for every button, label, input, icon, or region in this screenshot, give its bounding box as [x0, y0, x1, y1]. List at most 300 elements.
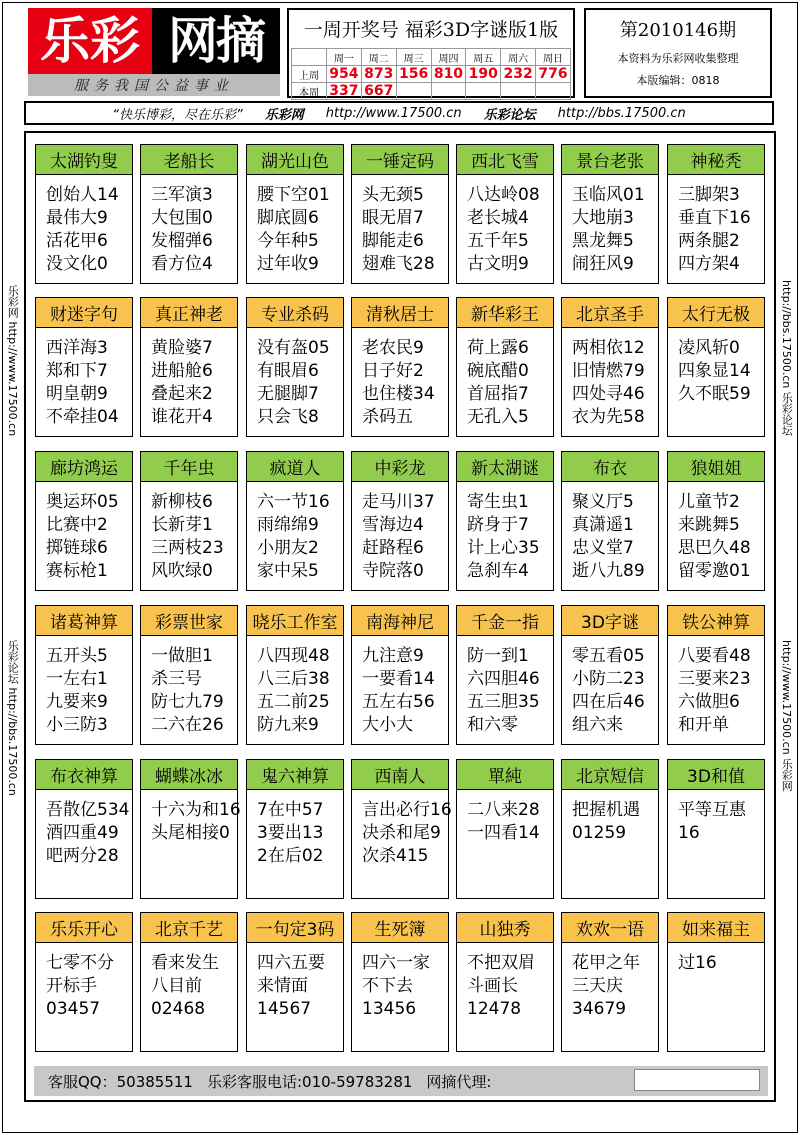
card-line: 平等互惠: [678, 800, 746, 820]
card-title: 诸葛神算: [36, 606, 132, 636]
card-body: [46, 645, 128, 737]
card-line: 赛标枪1: [46, 561, 108, 581]
card-title: 北京圣手: [562, 298, 658, 328]
day-cell: 周日: [536, 49, 571, 66]
service-phone: 乐彩客服电话:010-59783281: [206, 1072, 413, 1091]
card-line: 防七九79: [151, 692, 224, 712]
card-line: 三军演3: [151, 185, 213, 205]
card-line: 六一节16: [257, 492, 330, 512]
card-line: 看方位4: [151, 254, 213, 274]
card-line: 斗画长: [467, 976, 518, 996]
card-title: 西北飞雪: [457, 145, 553, 175]
card-line: 看来发生: [151, 953, 219, 973]
prediction-card: [561, 144, 659, 284]
slogan: 服务我国公益事业: [28, 74, 280, 96]
draw-number: [396, 83, 431, 100]
card-title: 湖光山色: [247, 145, 343, 175]
card-body: [678, 337, 760, 406]
card-line: 次杀415: [362, 846, 429, 866]
prediction-card: [561, 759, 659, 899]
card-body: [572, 491, 654, 583]
logo-black-text: 网摘: [152, 8, 280, 74]
card-line: 聚义厅5: [572, 492, 634, 512]
prediction-card: [561, 605, 659, 745]
prediction-card: [35, 759, 133, 899]
card-line: 九注意9: [362, 646, 424, 666]
card-line: 凌风斩0: [678, 338, 740, 358]
card-title: 布衣神算: [36, 760, 132, 790]
card-line: 叠起来2: [151, 384, 213, 404]
card-body: [257, 184, 339, 276]
card-line: 脚能走6: [362, 231, 424, 251]
card-line: 真潇遥1: [572, 515, 634, 535]
card-line: 吧两分28: [46, 846, 119, 866]
card-title: 如来福主: [668, 913, 764, 943]
prediction-card: [351, 451, 449, 591]
card-title: 铁公神算: [668, 606, 764, 636]
card-line: 八三后38: [257, 669, 330, 689]
card-line: 明皇朝9: [46, 384, 108, 404]
prediction-card: [667, 451, 765, 591]
draw-number: 190: [466, 66, 501, 83]
prediction-card: [456, 451, 554, 591]
corner-cell: [292, 49, 327, 66]
prediction-card: [561, 912, 659, 1052]
prediction-card: [667, 605, 765, 745]
card-title: 一锤定码: [352, 145, 448, 175]
motto: “快乐博彩，尽在乐彩”: [112, 107, 243, 123]
card-line: 今年种5: [257, 231, 319, 251]
prediction-card: [35, 605, 133, 745]
card-body: [257, 952, 339, 1021]
prediction-card: [35, 912, 133, 1052]
card-line: 大包围0: [151, 208, 213, 228]
prediction-card: [561, 297, 659, 437]
card-body: [362, 645, 444, 737]
prediction-card: [246, 144, 344, 284]
card-line: 来情面: [257, 976, 308, 996]
card-line: 二六在26: [151, 715, 224, 735]
card-body: [467, 337, 549, 429]
card-title: 神秘秃: [668, 145, 764, 175]
card-line: 长新芽1: [151, 515, 213, 535]
card-line: 八要看48: [678, 646, 751, 666]
prediction-card: [667, 912, 765, 1052]
card-body: [257, 645, 339, 737]
card-title: 一句定3码: [247, 913, 343, 943]
card-line: 开标手: [46, 976, 97, 996]
card-body: [151, 799, 241, 845]
card-line: 急刹车4: [467, 561, 529, 581]
card-line: 寄生虫1: [467, 492, 529, 512]
card-line: 奥运环05: [46, 492, 119, 512]
card-line: 儿童节2: [678, 492, 740, 512]
card-body: [151, 337, 233, 429]
card-title: 太湖钓叟: [36, 145, 132, 175]
card-line: 决杀和尾9: [362, 823, 441, 843]
prediction-card: [246, 297, 344, 437]
card-line: 创始人14: [46, 185, 119, 205]
draw-number: 810: [431, 66, 466, 83]
card-line: 杀三号: [151, 669, 202, 689]
day-cell: 周三: [396, 49, 431, 66]
card-line: 14567: [257, 999, 312, 1019]
card-line: 没有盔05: [257, 338, 330, 358]
draw-number: 156: [396, 66, 431, 83]
card-line: 五左右56: [362, 692, 435, 712]
prediction-card: [246, 451, 344, 591]
card-line: 活花甲6: [46, 231, 108, 251]
card-line: 34679: [572, 999, 627, 1019]
card-body: [46, 799, 128, 868]
card-line: 不牵挂04: [46, 407, 119, 427]
card-line: 眼无眉7: [362, 208, 424, 228]
last-week-row: [292, 66, 571, 83]
card-line: 比赛中2: [46, 515, 108, 535]
card-line: 走马川37: [362, 492, 435, 512]
day-cell: 周一: [327, 49, 362, 66]
card-line: 大小大: [362, 715, 413, 735]
card-line: 四在后46: [572, 692, 645, 712]
card-line: 不把双眉: [467, 953, 535, 973]
card-line: 也住楼34: [362, 384, 435, 404]
card-line: 2在后02: [257, 846, 324, 866]
draw-title: 一周开奖号 福彩3D字谜版1版: [303, 18, 559, 41]
prediction-card: [35, 451, 133, 591]
card-line: 留零邀01: [678, 561, 751, 581]
card-body: [572, 799, 654, 845]
day-cell: 周二: [361, 49, 396, 66]
prediction-card: [246, 759, 344, 899]
card-line: 八达岭08: [467, 185, 540, 205]
card-line: 郑和下7: [46, 361, 108, 381]
card-line: 八四现48: [257, 646, 330, 666]
card-body: [151, 952, 233, 1021]
card-line: 三天庆: [572, 976, 623, 996]
card-body: [467, 184, 549, 276]
card-line: 过16: [678, 953, 717, 973]
card-body: [362, 184, 444, 276]
agent-label: 网摘代理:: [426, 1072, 492, 1091]
card-line: 把握机遇: [572, 800, 640, 820]
card-title: 蝴蝶冰冰: [141, 760, 237, 790]
prediction-card: [456, 912, 554, 1052]
card-body: [678, 952, 760, 975]
card-line: 03457: [46, 999, 101, 1019]
card-line: 01259: [572, 823, 627, 843]
card-line: 黄脸婆7: [151, 338, 213, 358]
card-title: 欢欢一语: [562, 913, 658, 943]
card-line: 头无颈5: [362, 185, 424, 205]
card-title: 老船长: [141, 145, 237, 175]
card-body: [467, 799, 549, 845]
card-line: 小朋友2: [257, 538, 319, 558]
card-body: [678, 799, 760, 845]
card-line: 无孔入5: [467, 407, 529, 427]
card-line: 16: [678, 823, 700, 843]
draw-number: 667: [361, 83, 396, 100]
card-title: 北京短信: [562, 760, 658, 790]
draw-results-box: [287, 8, 575, 98]
card-line: 和开单: [678, 715, 729, 735]
card-line: 赶路程6: [362, 538, 424, 558]
card-line: 谁花开4: [151, 407, 213, 427]
card-body: [362, 491, 444, 583]
prediction-card: [140, 297, 238, 437]
prediction-card: [35, 297, 133, 437]
card-body: [362, 799, 452, 868]
card-body: [572, 337, 654, 429]
card-line: 掷链球6: [46, 538, 108, 558]
prediction-card: [140, 759, 241, 899]
prediction-card: [35, 144, 133, 284]
side-text-right-bottom: http://www.17500.cn 乐彩网: [780, 640, 794, 792]
card-line: 12478: [467, 999, 522, 1019]
card-title: 景台老张: [562, 145, 658, 175]
card-title: 专业杀码: [247, 298, 343, 328]
card-line: 五三胆35: [467, 692, 540, 712]
card-line: 组六来: [572, 715, 623, 735]
card-line: 头尾相接0: [151, 823, 230, 843]
card-body: [257, 799, 339, 868]
card-line: 衣为先58: [572, 407, 645, 427]
card-line: 八目前: [151, 976, 202, 996]
card-title: 單純: [457, 760, 553, 790]
card-body: [678, 184, 760, 276]
card-title: 生死簿: [352, 913, 448, 943]
card-line: 三要来23: [678, 669, 751, 689]
editor-note: 本版编辑：0818: [636, 74, 720, 87]
card-title: 南海神尼: [352, 606, 448, 636]
card-line: 一四看14: [467, 823, 540, 843]
card-line: 发榴弹6: [151, 231, 213, 251]
draw-number: [466, 83, 501, 100]
side-text-right-top: http://bbs.17500.cn 乐彩论坛: [780, 280, 794, 436]
card-line: 跻身于7: [467, 515, 529, 535]
card-title: 中彩龙: [352, 452, 448, 482]
draw-number: [536, 83, 571, 100]
card-line: 来跳舞5: [678, 515, 740, 535]
card-line: 五开头5: [46, 646, 108, 666]
prediction-card: [561, 451, 659, 591]
last-week-label: 上周: [292, 66, 327, 83]
card-body: [362, 952, 444, 1021]
card-body: [572, 645, 654, 737]
agent-box: [634, 1069, 760, 1091]
card-line: 老长城4: [467, 208, 529, 228]
card-body: [151, 491, 233, 583]
card-title: 山独秀: [457, 913, 553, 943]
card-body: [46, 952, 128, 1021]
card-line: 过年收9: [257, 254, 319, 274]
card-line: 杀码五: [362, 407, 413, 427]
prediction-card: [140, 451, 238, 591]
card-line: 计上心35: [467, 538, 540, 558]
card-line: 四处寻46: [572, 384, 645, 404]
card-line: 一左右1: [46, 669, 108, 689]
card-line: 翅难飞28: [362, 254, 435, 274]
card-line: 思巴久48: [678, 538, 751, 558]
card-title: 太行无极: [668, 298, 764, 328]
prediction-card: [351, 912, 449, 1052]
card-line: 首屈指7: [467, 384, 529, 404]
card-line: 五千年5: [467, 231, 529, 251]
card-title: 千年虫: [141, 452, 237, 482]
card-title: 千金一指: [457, 606, 553, 636]
logo-red-text: 乐彩: [28, 8, 152, 74]
card-body: [678, 645, 760, 737]
prediction-card: [140, 605, 238, 745]
card-line: 十六为和16: [151, 800, 241, 820]
card-body: [257, 491, 339, 583]
card-line: 荷上露6: [467, 338, 529, 358]
card-line: 黑龙舞5: [572, 231, 634, 251]
source-note: 本资料为乐彩网收集整理: [617, 52, 739, 65]
card-line: 言出必行16: [362, 800, 452, 820]
card-line: 大地崩3: [572, 208, 634, 228]
card-line: 吾散亿534: [46, 800, 130, 820]
this-week-label: 本周: [292, 83, 327, 100]
prediction-card: [456, 605, 554, 745]
card-body: [46, 337, 128, 429]
card-body: [151, 645, 233, 737]
card-body: [362, 337, 444, 429]
card-line: 七零不分: [46, 953, 114, 973]
card-title: 狼姐姐: [668, 452, 764, 482]
card-title: 3D字谜: [562, 606, 658, 636]
day-cell: 周六: [501, 49, 536, 66]
card-line: 不下去: [362, 976, 413, 996]
card-title: 清秋居士: [352, 298, 448, 328]
issue-box: [584, 8, 772, 98]
draw-number: [431, 83, 466, 100]
card-line: 四象显14: [678, 361, 751, 381]
card-line: 旧情燃79: [572, 361, 645, 381]
card-line: 两相依12: [572, 338, 645, 358]
card-body: [467, 491, 549, 583]
card-line: 7在中57: [257, 800, 324, 820]
prediction-card: [246, 605, 344, 745]
side-text-left-top: 乐彩网 http://www.17500.cn: [6, 285, 20, 437]
card-title: 布衣: [562, 452, 658, 482]
card-line: 有眼眉6: [257, 361, 319, 381]
card-line: 三两枝23: [151, 538, 224, 558]
card-line: 零五看05: [572, 646, 645, 666]
card-body: [678, 491, 760, 583]
card-title: 彩票世家: [141, 606, 237, 636]
card-title: 廊坊鸿运: [36, 452, 132, 482]
prediction-card: [140, 144, 238, 284]
card-line: 小三防3: [46, 715, 108, 735]
prediction-card: [667, 759, 765, 899]
card-title: 鬼六神算: [247, 760, 343, 790]
card-title: 财迷字句: [36, 298, 132, 328]
card-line: 雪海边4: [362, 515, 424, 535]
card-title: 新华彩王: [457, 298, 553, 328]
draw-number: 232: [501, 66, 536, 83]
card-title: 北京千艺: [141, 913, 237, 943]
forum-name: 乐彩论坛: [483, 107, 536, 123]
card-line: 四方架4: [678, 254, 740, 274]
card-line: 脚底圆6: [257, 208, 319, 228]
prediction-card: [351, 605, 449, 745]
card-line: 老农民9: [362, 338, 424, 358]
card-line: 13456: [362, 999, 417, 1019]
issue-number: 第2010146期: [619, 20, 737, 41]
banner: [24, 101, 774, 125]
prediction-card: [246, 912, 344, 1052]
card-line: 只会飞8: [257, 407, 319, 427]
this-week-row: [292, 83, 571, 100]
card-body: [46, 491, 128, 583]
service-qq: 客服QQ：50385511: [48, 1072, 193, 1091]
card-line: 无腿脚7: [257, 384, 319, 404]
side-text-left-bottom: 乐彩论坛 http://bbs.17500.cn: [6, 640, 20, 796]
forum-link[interactable]: http://bbs.17500.cn: [557, 105, 686, 121]
prediction-card: [456, 297, 554, 437]
card-line: 小防二23: [572, 669, 645, 689]
card-line: 二八来28: [467, 800, 540, 820]
prediction-card: [456, 144, 554, 284]
card-line: 两条腿2: [678, 231, 740, 251]
draw-number: [501, 83, 536, 100]
card-body: [572, 952, 654, 1021]
card-body: [46, 184, 128, 276]
card-line: 没文化0: [46, 254, 108, 274]
card-line: 最伟大9: [46, 208, 108, 228]
card-line: 一做胆1: [151, 646, 213, 666]
card-line: 寺院落0: [362, 561, 424, 581]
card-line: 逝八九89: [572, 561, 645, 581]
draw-number: 337: [327, 83, 362, 100]
card-body: [257, 337, 339, 429]
card-line: 古文明9: [467, 254, 529, 274]
card-title: 乐乐开心: [36, 913, 132, 943]
card-line: 花甲之年: [572, 953, 640, 973]
prediction-card: [667, 297, 765, 437]
card-line: 风吹绿0: [151, 561, 213, 581]
card-title: 新太湖谜: [457, 452, 553, 482]
card-line: 玉临风01: [572, 185, 645, 205]
day-cell: 周五: [466, 49, 501, 66]
card-line: 02468: [151, 999, 206, 1019]
prediction-card: [140, 912, 238, 1052]
card-line: 西洋海3: [46, 338, 108, 358]
days-row: [292, 49, 571, 66]
prediction-card: [456, 759, 554, 899]
card-title: 3D和值: [668, 760, 764, 790]
card-line: 五二前25: [257, 692, 330, 712]
card-body: [467, 952, 549, 1021]
card-line: 和六零: [467, 715, 518, 735]
card-title: 西南人: [352, 760, 448, 790]
card-line: 新柳枝6: [151, 492, 213, 512]
card-line: 雨绵绵9: [257, 515, 319, 535]
draw-number: 776: [536, 66, 571, 83]
card-line: 碗底醋0: [467, 361, 529, 381]
card-line: 忠义堂7: [572, 538, 634, 558]
site-link[interactable]: http://www.17500.cn: [325, 105, 462, 121]
card-line: 久不眠59: [678, 384, 751, 404]
card-line: 日子好2: [362, 361, 424, 381]
card-line: 酒四重49: [46, 823, 119, 843]
card-line: 四六一家: [362, 953, 430, 973]
card-line: 六四胆46: [467, 669, 540, 689]
prediction-card: [351, 144, 449, 284]
prediction-card: [351, 759, 452, 899]
prediction-card: [351, 297, 449, 437]
card-line: 家中呆5: [257, 561, 319, 581]
